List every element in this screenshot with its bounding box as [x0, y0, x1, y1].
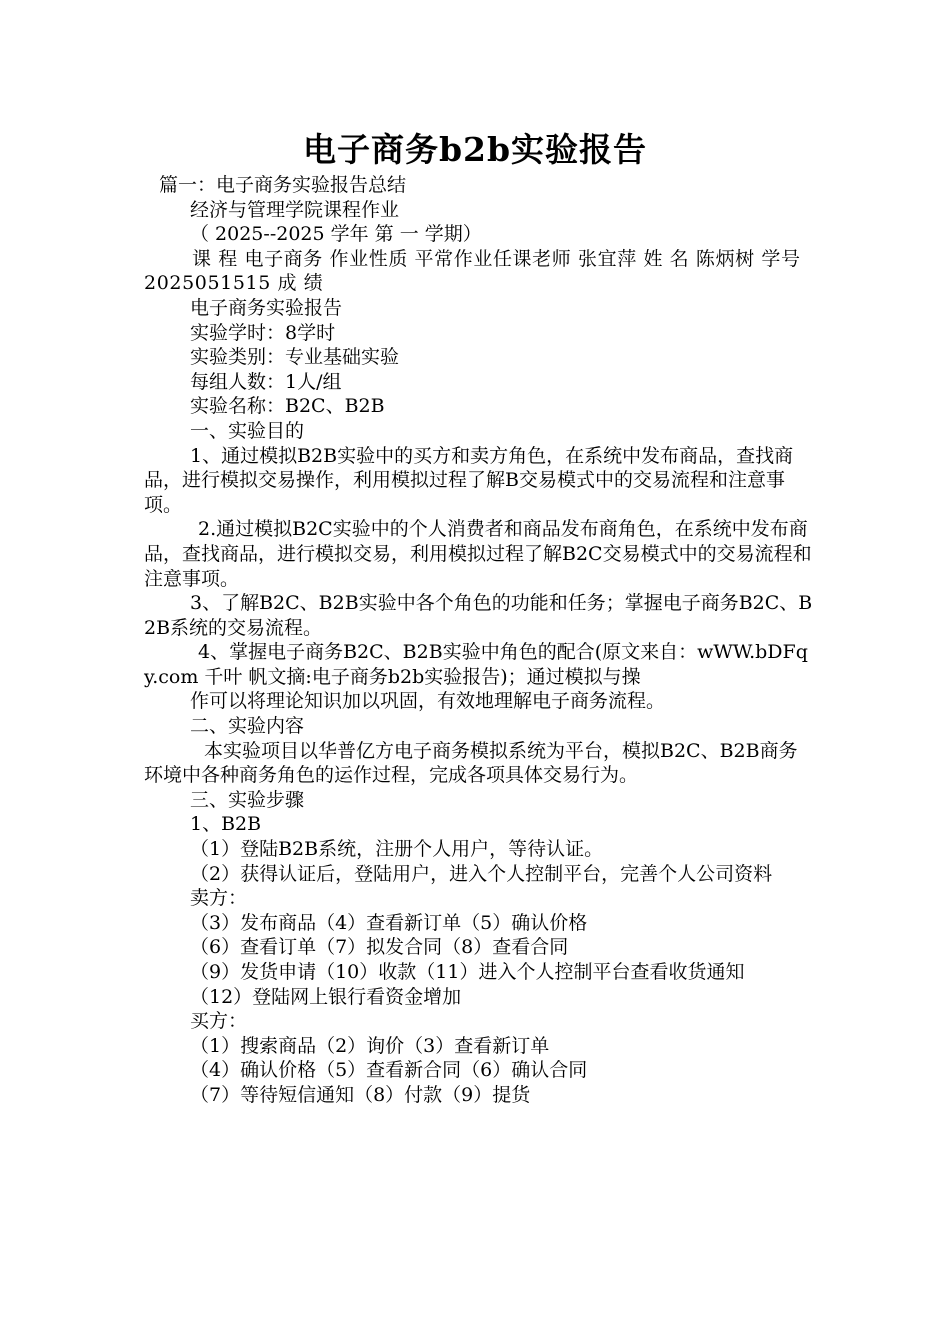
paragraph: 3、了解B2C、B2B实验中各个角色的功能和任务；掌握电子商务B2C、B2B系统的交易流程。	[144, 592, 813, 639]
document-body	[144, 173, 816, 1108]
paragraph: 1、B2B	[190, 813, 262, 836]
paragraph: 买方：	[190, 1010, 248, 1033]
section-heading: 二、实验内容	[190, 715, 305, 738]
section-heading: 一、实验目的	[190, 419, 305, 442]
section-heading: 三、实验步骤	[190, 788, 305, 811]
paragraph: 实验名称：B2C、B2B	[190, 395, 385, 418]
paragraph: （1）搜索商品（2）询价（3）查看新订单	[190, 1034, 550, 1057]
paragraph: （12）登陆网上银行看资金增加	[190, 985, 462, 1008]
paragraph: 作可以将理论知识加以巩固，有效地理解电子商务流程。	[190, 690, 666, 713]
paragraph: 每组人数：1人/组	[190, 370, 342, 393]
paragraph: （9）发货申请（10）收款（11）进入个人控制平台查看收货通知	[190, 961, 745, 983]
paragraph: 实验类别：专业基础实验	[190, 346, 400, 369]
paragraph: （7）等待短信通知（8）付款（9）提货	[190, 1083, 531, 1106]
paragraph: 篇一：电子商务实验报告总结	[159, 174, 407, 196]
paragraph: （1）登陆B2B系统，注册个人用户，等待认证。	[190, 838, 604, 861]
paragraph: 经济与管理学院课程作业	[190, 198, 400, 221]
paragraph: （3）发布商品（4）查看新订单（5）确认价格	[190, 911, 588, 934]
document-title: 电子商务b2b实验报告	[302, 130, 648, 169]
paragraph: 1、通过模拟B2B实验中的买方和卖方角色，在系统中发布商品，查找商品，进行模拟交易操作，利用模拟过程了解B交易模式中的交易流程和注意事项。	[144, 444, 794, 516]
paragraph: （ 2025--2025 学年 第 一 学期）	[190, 223, 482, 246]
paragraph: 4、掌握电子商务B2C、B2B实验中角色的配合(原文来自：wWW.bDFqy.com 千叶 帆文摘:电子商务b2b实验报告)；通过模拟与操	[144, 641, 808, 688]
paragraph: （4）确认价格（5）查看新合同（6）确认合同	[190, 1059, 588, 1082]
paragraph: 本实验项目以华普亿方电子商务模拟系统为平台，模拟B2C、B2B商务环境中各种商务角色的运作过程，完成各项具体交易行为。	[144, 739, 798, 787]
paragraph: 课 程 电子商务 作业性质 平常作业任课老师 张宜萍 姓 名 陈炳树 学号 2025051515 成 绩	[144, 247, 801, 295]
paragraph: 卖方：	[190, 887, 248, 910]
paragraph: 2.通过模拟B2C实验中的个人消费者和商品发布商角色，在系统中发布商品，查找商品，进行模拟交易，利用模拟过程了解B2C交易模式中的交易流程和注意事项。	[144, 518, 812, 590]
paragraph: 实验学时：8学时	[190, 321, 336, 344]
paragraph: （6）查看订单（7）拟发合同（8）查看合同	[190, 936, 569, 959]
paragraph: 电子商务实验报告	[190, 296, 343, 319]
paragraph: （2）获得认证后，登陆用户，进入个人控制平台，完善个人公司资料	[190, 862, 773, 885]
